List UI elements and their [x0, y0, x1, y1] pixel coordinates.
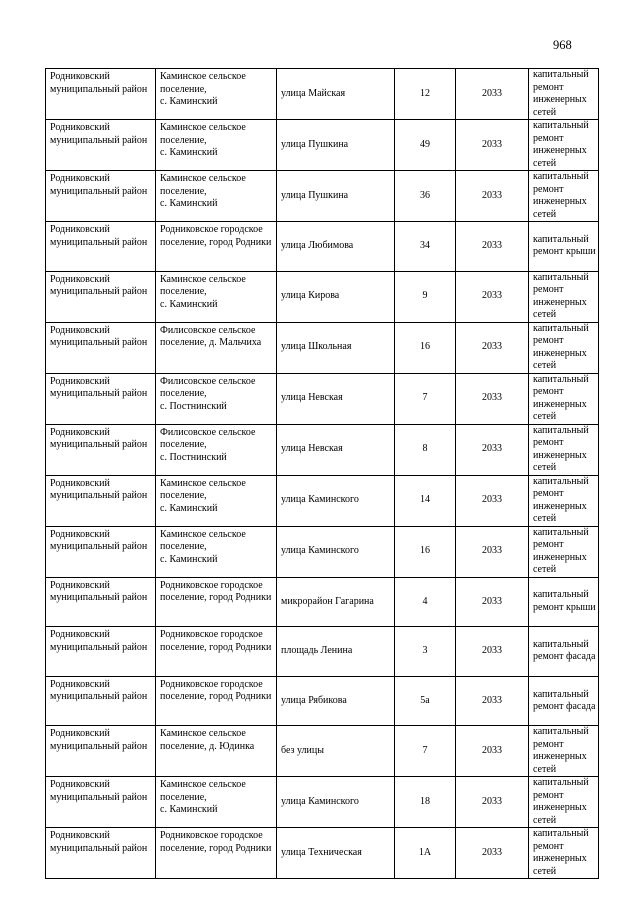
table-row	[46, 222, 599, 272]
house-number-cell: 7	[395, 726, 456, 777]
house-number-cell: 1А	[395, 828, 456, 879]
district-cell: Родниковский муниципальный район	[46, 171, 156, 222]
year-cell: 2033	[456, 322, 529, 373]
year-cell: 2033	[456, 828, 529, 879]
street-cell: улица Невская	[277, 424, 395, 475]
settlement-cell: Родниковское городское поселение, город Родники	[156, 828, 277, 879]
table-row	[46, 322, 599, 373]
district-cell: Родниковский муниципальный район	[46, 777, 156, 828]
table-row	[46, 828, 599, 879]
street-cell: улица Каминского	[277, 777, 395, 828]
district-cell: Родниковский муниципальный район	[46, 577, 156, 627]
settlement-cell: Родниковское городское поселение, город Родники	[156, 222, 277, 272]
district-cell: Родниковский муниципальный район	[46, 526, 156, 577]
street-cell: микрорайон Гагарина	[277, 577, 395, 627]
house-number-cell: 7	[395, 373, 456, 424]
house-number-cell: 9	[395, 271, 456, 322]
work-type-cell: капитальный ремонт инженерных сетей	[529, 322, 599, 373]
street-cell: улица Невская	[277, 373, 395, 424]
house-number-cell: 5а	[395, 676, 456, 726]
district-cell: Родниковский муниципальный район	[46, 828, 156, 879]
year-cell: 2033	[456, 726, 529, 777]
table-row	[46, 676, 599, 726]
table-row	[46, 777, 599, 828]
settlement-cell: Филисовское сельское поселение, с. Постнинский	[156, 373, 277, 424]
street-cell: площадь Ленина	[277, 627, 395, 677]
year-cell: 2033	[456, 526, 529, 577]
work-type-cell: капитальный ремонт инженерных сетей	[529, 828, 599, 879]
work-type-cell: капитальный ремонт инженерных сетей	[529, 526, 599, 577]
district-cell: Родниковский муниципальный район	[46, 322, 156, 373]
work-type-cell: капитальный ремонт инженерных сетей	[529, 777, 599, 828]
table-row	[46, 373, 599, 424]
work-type-cell: капитальный ремонт инженерных сетей	[529, 120, 599, 171]
district-cell: Родниковский муниципальный район	[46, 373, 156, 424]
work-type-cell: капитальный ремонт инженерных сетей	[529, 373, 599, 424]
table-row	[46, 726, 599, 777]
settlement-cell: Каминское сельское поселение, с. Каминский	[156, 69, 277, 120]
settlement-cell: Каминское сельское поселение, с. Каминский	[156, 271, 277, 322]
work-type-cell: капитальный ремонт инженерных сетей	[529, 424, 599, 475]
year-cell: 2033	[456, 171, 529, 222]
year-cell: 2033	[456, 222, 529, 272]
settlement-cell: Филисовское сельское поселение, с. Постнинский	[156, 424, 277, 475]
district-cell: Родниковский муниципальный район	[46, 726, 156, 777]
district-cell: Родниковский муниципальный район	[46, 627, 156, 677]
settlement-cell: Каминское сельское поселение, с. Каминский	[156, 777, 277, 828]
settlement-cell: Родниковское городское поселение, город Родники	[156, 577, 277, 627]
year-cell: 2033	[456, 271, 529, 322]
house-number-cell: 16	[395, 526, 456, 577]
table-row	[46, 526, 599, 577]
year-cell: 2033	[456, 627, 529, 677]
settlement-cell: Каминское сельское поселение, с. Каминский	[156, 475, 277, 526]
street-cell: улица Пушкина	[277, 120, 395, 171]
table-row	[46, 120, 599, 171]
settlement-cell: Родниковское городское поселение, город Родники	[156, 676, 277, 726]
table-row	[46, 577, 599, 627]
table-row	[46, 424, 599, 475]
work-type-cell: капитальный ремонт инженерных сетей	[529, 69, 599, 120]
house-number-cell: 16	[395, 322, 456, 373]
house-number-cell: 3	[395, 627, 456, 677]
district-cell: Родниковский муниципальный район	[46, 271, 156, 322]
district-cell: Родниковский муниципальный район	[46, 69, 156, 120]
table-body	[46, 69, 599, 879]
house-number-cell: 36	[395, 171, 456, 222]
settlement-cell: Каминское сельское поселение, с. Каминский	[156, 526, 277, 577]
table-row	[46, 475, 599, 526]
work-type-cell: капитальный ремонт крыши	[529, 577, 599, 627]
house-number-cell: 12	[395, 69, 456, 120]
district-cell: Родниковский муниципальный район	[46, 222, 156, 272]
work-type-cell: капитальный ремонт крыши	[529, 222, 599, 272]
table-row	[46, 271, 599, 322]
house-number-cell: 34	[395, 222, 456, 272]
settlement-cell: Каминское сельское поселение, д. Юдинка	[156, 726, 277, 777]
settlement-cell: Каминское сельское поселение, с. Каминский	[156, 171, 277, 222]
settlement-cell: Филисовское сельское поселение, д. Мальчиха	[156, 322, 277, 373]
work-type-cell: капитальный ремонт фасада	[529, 627, 599, 677]
street-cell: улица Рябикова	[277, 676, 395, 726]
house-number-cell: 4	[395, 577, 456, 627]
street-cell: улица Майская	[277, 69, 395, 120]
street-cell: улица Школьная	[277, 322, 395, 373]
district-cell: Родниковский муниципальный район	[46, 676, 156, 726]
street-cell: улица Кирова	[277, 271, 395, 322]
house-number-cell: 18	[395, 777, 456, 828]
year-cell: 2033	[456, 676, 529, 726]
district-cell: Родниковский муниципальный район	[46, 424, 156, 475]
street-cell: без улицы	[277, 726, 395, 777]
year-cell: 2033	[456, 120, 529, 171]
housing-repair-table	[45, 68, 599, 879]
work-type-cell: капитальный ремонт инженерных сетей	[529, 271, 599, 322]
settlement-cell: Родниковское городское поселение, город Родники	[156, 627, 277, 677]
table-row	[46, 69, 599, 120]
district-cell: Родниковский муниципальный район	[46, 120, 156, 171]
work-type-cell: капитальный ремонт фасада	[529, 676, 599, 726]
street-cell: улица Каминского	[277, 475, 395, 526]
page-number: 968	[553, 38, 572, 52]
street-cell: улица Пушкина	[277, 171, 395, 222]
year-cell: 2033	[456, 577, 529, 627]
table-row	[46, 171, 599, 222]
year-cell: 2033	[456, 373, 529, 424]
house-number-cell: 49	[395, 120, 456, 171]
work-type-cell: капитальный ремонт инженерных сетей	[529, 475, 599, 526]
district-cell: Родниковский муниципальный район	[46, 475, 156, 526]
work-type-cell: капитальный ремонт инженерных сетей	[529, 726, 599, 777]
street-cell: улица Техническая	[277, 828, 395, 879]
street-cell: улица Каминского	[277, 526, 395, 577]
table-row	[46, 627, 599, 677]
street-cell: улица Любимова	[277, 222, 395, 272]
work-type-cell: капитальный ремонт инженерных сетей	[529, 171, 599, 222]
house-number-cell: 8	[395, 424, 456, 475]
year-cell: 2033	[456, 424, 529, 475]
house-number-cell: 14	[395, 475, 456, 526]
settlement-cell: Каминское сельское поселение, с. Каминский	[156, 120, 277, 171]
year-cell: 2033	[456, 69, 529, 120]
year-cell: 2033	[456, 777, 529, 828]
year-cell: 2033	[456, 475, 529, 526]
